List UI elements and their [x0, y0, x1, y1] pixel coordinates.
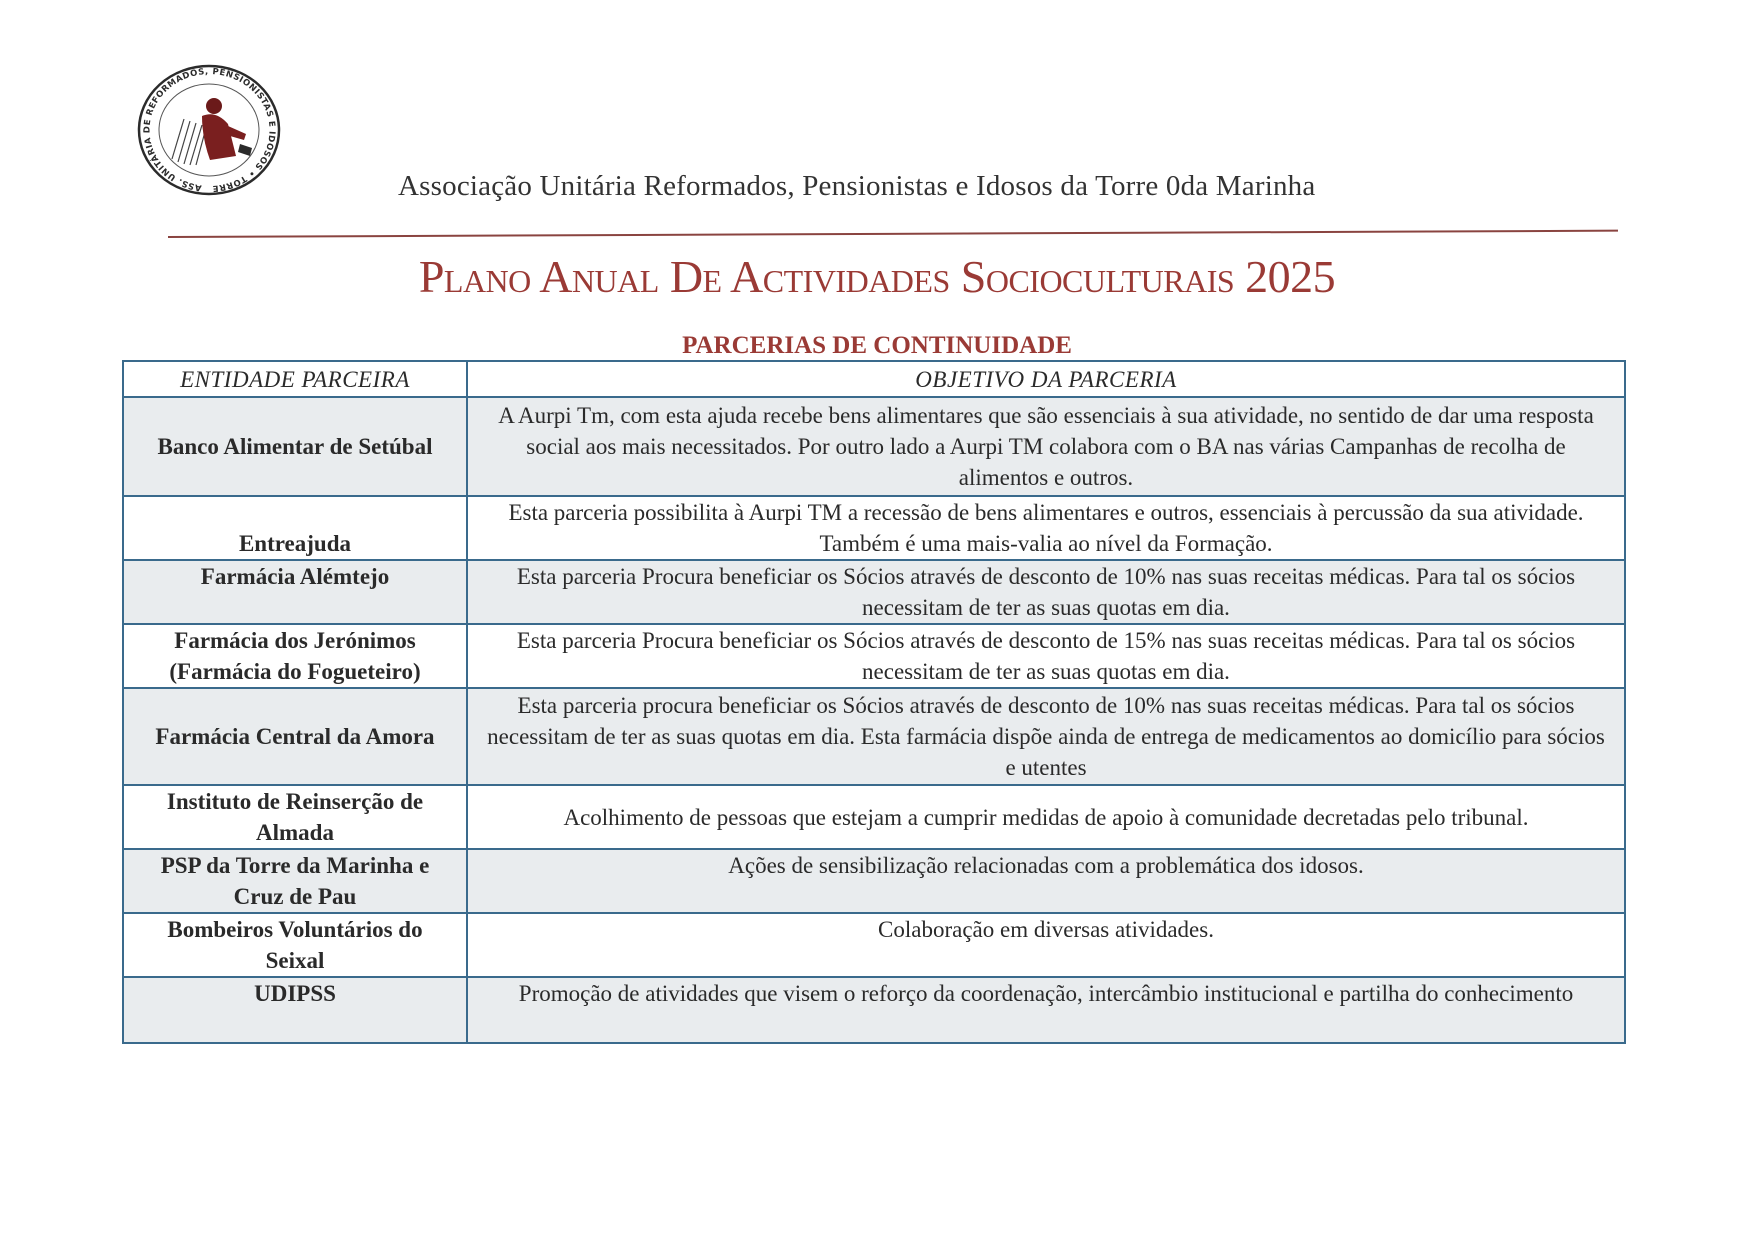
entity-cell: Bombeiros Voluntários do Seixal: [123, 913, 467, 977]
table-row: [123, 977, 1625, 1043]
entity-cell: Farmácia dos Jerónimos (Farmácia do Fogueteiro): [123, 624, 467, 688]
table-row: [123, 785, 1625, 849]
table-row: [123, 849, 1625, 913]
section-title: PARCERIAS DE CONTINUIDADE: [682, 332, 1072, 359]
entity-cell: Entreajuda: [123, 496, 467, 560]
entity-cell: Banco Alimentar de Setúbal: [123, 397, 467, 496]
objective-cell: Promoção de atividades que visem o reforço da coordenação, intercâmbio institucional e partilha do conhecimento: [467, 977, 1625, 1043]
table-row: [123, 560, 1625, 624]
objective-cell: A Aurpi Tm, com esta ajuda recebe bens alimentares que são essenciais à sua atividade, no sentido de dar uma resposta social aos mais necessitados. Por outro lado a Aurpi TM colabora com o BA nas várias Campanhas de recolha de alimentos e outros.: [467, 397, 1625, 496]
entity-cell: Farmácia Central da Amora: [123, 688, 467, 785]
entity-cell: PSP da Torre da Marinha e Cruz de Pau: [123, 849, 467, 913]
table-row: [123, 496, 1625, 560]
partnerships-table: [122, 360, 1626, 1044]
objective-cell: Acolhimento de pessoas que estejam a cumprir medidas de apoio à comunidade decretadas pelo tribunal.: [467, 785, 1625, 849]
column-header-entity: ENTIDADE PARCEIRA: [123, 361, 467, 397]
objective-cell: Colaboração em diversas atividades.: [467, 913, 1625, 977]
logo-seal-icon: [132, 64, 287, 204]
objective-cell: Ações de sensibilização relacionadas com a problemática dos idosos.: [467, 849, 1625, 913]
partnerships-table-container: [122, 360, 1624, 1044]
entity-cell: Instituto de Reinserção de Almada: [123, 785, 467, 849]
objective-cell: Esta parceria Procura beneficiar os Sócios através de desconto de 15% nas suas receitas médicas. Para tal os sócios necessitam de ter as suas quotas em dia.: [467, 624, 1625, 688]
objective-cell: Esta parceria procura beneficiar os Sócios através de desconto de 10% nas suas receitas médicas. Para tal os sócios necessitam de ter as suas quotas em dia. Esta farmácia dispõe ainda de entrega de medicamentos ao domicílio para sócios e utentes: [467, 688, 1625, 785]
objective-cell: Esta parceria Procura beneficiar os Sócios através de desconto de 10% nas suas receitas médicas. Para tal os sócios necessitam de ter as suas quotas em dia.: [467, 560, 1625, 624]
table-row: [123, 688, 1625, 785]
header-divider: [168, 230, 1618, 238]
objective-cell: Esta parceria possibilita à Aurpi TM a recessão de bens alimentares e outros, essenciais à percussão da sua atividade. Também é uma mais-valia ao nível da Formação.: [467, 496, 1625, 560]
table-row: [123, 624, 1625, 688]
entity-cell: Farmácia Alémtejo: [123, 560, 467, 624]
plan-title: Plano Anual De Actividades Socioculturais 2025: [418, 251, 1336, 302]
column-header-objective: OBJETIVO DA PARCERIA: [467, 361, 1625, 397]
organization-name: Associação Unitária Reformados, Pensionistas e Idosos da Torre 0da Marinha: [398, 170, 1316, 202]
svg-text:ASS. UNITÁRIA DE REFORMADOS, P: ASS. UNITÁRIA DE REFORMADOS, PENSIONISTAS E IDOSOS • TORRE: [142, 66, 277, 194]
table-row: [123, 913, 1625, 977]
table-row: [123, 397, 1625, 496]
entity-cell: UDIPSS: [123, 977, 467, 1043]
table-header-row: [123, 361, 1625, 397]
association-logo-seal: [132, 64, 287, 204]
